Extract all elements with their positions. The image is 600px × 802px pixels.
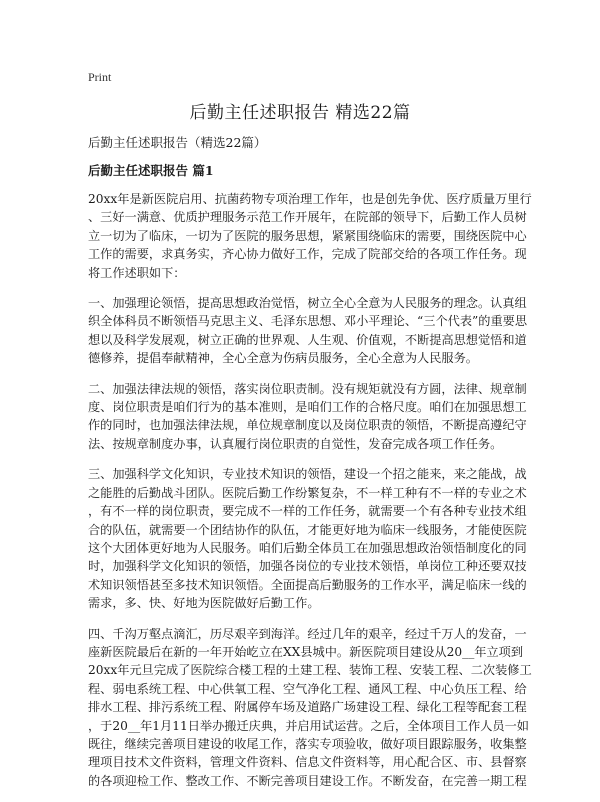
paragraph-line: 一、加强理论领悟，提高思想政治觉悟，树立全心全意为人民服务的理念。认真组 bbox=[88, 296, 527, 311]
paragraph-line: 四、千沟万壑点滴汇，历尽艰辛到海洋。经过几年的艰辛，经过千万人的发奋，一 bbox=[88, 626, 527, 641]
paragraph-line: 20xx年元旦完成了医院综合楼工程的土建工程、装饰工程、安装工程、二次装修工 bbox=[88, 663, 532, 678]
paragraph-line: 度、岗位职责是咱们行为的基本准则，是咱们工作的合格尺度。咱们在加强思想工 bbox=[88, 400, 527, 415]
body-paragraph bbox=[88, 294, 528, 368]
body-paragraph bbox=[88, 190, 532, 282]
paragraph-line: 工作的需要，求真务实，齐心协力做好工作，完成了院部交给的各项工作任务。现 bbox=[88, 247, 527, 262]
paragraph-line: 程、弱电系统工程、中心供氧工程、空气净化工程、通风工程、中心负压工程、给 bbox=[88, 681, 527, 696]
document-title: 后勤主任述职报告 精选22篇 bbox=[189, 103, 411, 123]
paragraph-line: 之能胜的后勤战斗团队。医院后勤工作纷繁复杂，不一样工种有不一样的专业之术 bbox=[88, 485, 527, 500]
print-link[interactable]: Print bbox=[88, 70, 112, 84]
paragraph-line: ，于20__年1月11日举办搬迁庆典，并启用试运营。之后，全体项目工作人员一如 bbox=[88, 718, 529, 733]
paragraph-line: 需求，多、快、好地为医院做好后勤工作。 bbox=[88, 596, 320, 611]
body-paragraph bbox=[88, 465, 527, 612]
paragraph-line: 合的队伍，就需要一个团结协作的队伍，才能更好地为临床一线服务，才能使医院 bbox=[88, 522, 527, 537]
paragraph-line: 德修养，提倡奉献精神，全心全意为伤病员服务，全心全意为人民服务。 bbox=[88, 351, 478, 366]
paragraph-line: 术知识领悟甚至多技术知识领悟。全面提高后勤服务的工作水平，满足临床一线的 bbox=[88, 577, 527, 592]
paragraph-line: 既往，继续完善项目建设的收尾工作，落实专项验收，做好项目跟踪服务，收集整 bbox=[88, 736, 527, 751]
body-text bbox=[88, 190, 532, 802]
section-heading: 后勤主任述职报告 篇1 bbox=[88, 163, 214, 178]
paragraph-line: 想以及科学发展观，树立正确的世界观、人生观、价值观，不断提高思想觉悟和道 bbox=[88, 332, 527, 347]
paragraph-line: 的各项迎检工作、整改工作、不断完善项目建设工作。不断发奋，在完善一期工程 bbox=[88, 773, 527, 788]
paragraph-line: ，有不一样的岗位职责，要完成不一样的工作任务，就需要一个有各种专业技术组 bbox=[88, 504, 527, 519]
body-paragraph bbox=[88, 625, 532, 791]
paragraph-line: 20xx年是新医院启用、抗菌药物专项治理工作年，也是创先争优、医疗质量万里行 bbox=[88, 192, 532, 206]
paragraph-line: 时，加强科学文化知识的领悟，加强各岗位的专业技术领悟，单岗位工种还要双技 bbox=[88, 559, 527, 574]
paragraph-line: 座新医院最后在新的一年开始屹立在XX县城中。新医院项目建设从20__年立项到 bbox=[88, 644, 524, 659]
document-subtitle: 后勤主任述职报告（精选22篇） bbox=[88, 135, 267, 150]
paragraph-line: 作的同时，也加强法律法规，单位规章制度以及岗位职责的领悟，不断提高遵纪守 bbox=[88, 418, 527, 433]
paragraph-line: 理项目技术文件资料，管理文件资料、信息文件资料等，用心配合区、市、县督察 bbox=[88, 755, 527, 770]
paragraph-line: 、三好一满意、优质护理服务示范工作开展年，在院部的领导下，后勤工作人员树 bbox=[88, 210, 527, 225]
paragraph-line: 将工作述职如下： bbox=[88, 265, 186, 280]
paragraph-line: 三、加强科学文化知识，专业技术知识的领悟，建设一个招之能来，来之能战，战 bbox=[88, 467, 527, 482]
body-paragraph bbox=[88, 380, 527, 454]
paragraph-line: 织全体科员不断领悟马克思主义、毛泽东思想、邓小平理论、“三个代表”的重要思 bbox=[88, 314, 528, 329]
paragraph-line: 法、按规章制度办事，认真履行岗位职责的自觉性，发奋完成各项工作任务。 bbox=[88, 436, 503, 451]
paragraph-line: 排水工程、排污系统工程、附属停车场及道路广场建设工程、绿化工程等配套工程 bbox=[88, 700, 527, 715]
paragraph-line: 二、加强法律法规的领悟，落实岗位职责制。没有规矩就没有方圆，法律、规章制 bbox=[88, 381, 527, 396]
paragraph-line: 立一切为了临床，一切为了医院的服务思想，紧紧围绕临床的需要，围绕医院中心 bbox=[88, 228, 527, 243]
paragraph-line: 这个大团体更好地为人民服务。咱们后勤全体员工在加强思想政治领悟制度化的同 bbox=[88, 540, 527, 555]
